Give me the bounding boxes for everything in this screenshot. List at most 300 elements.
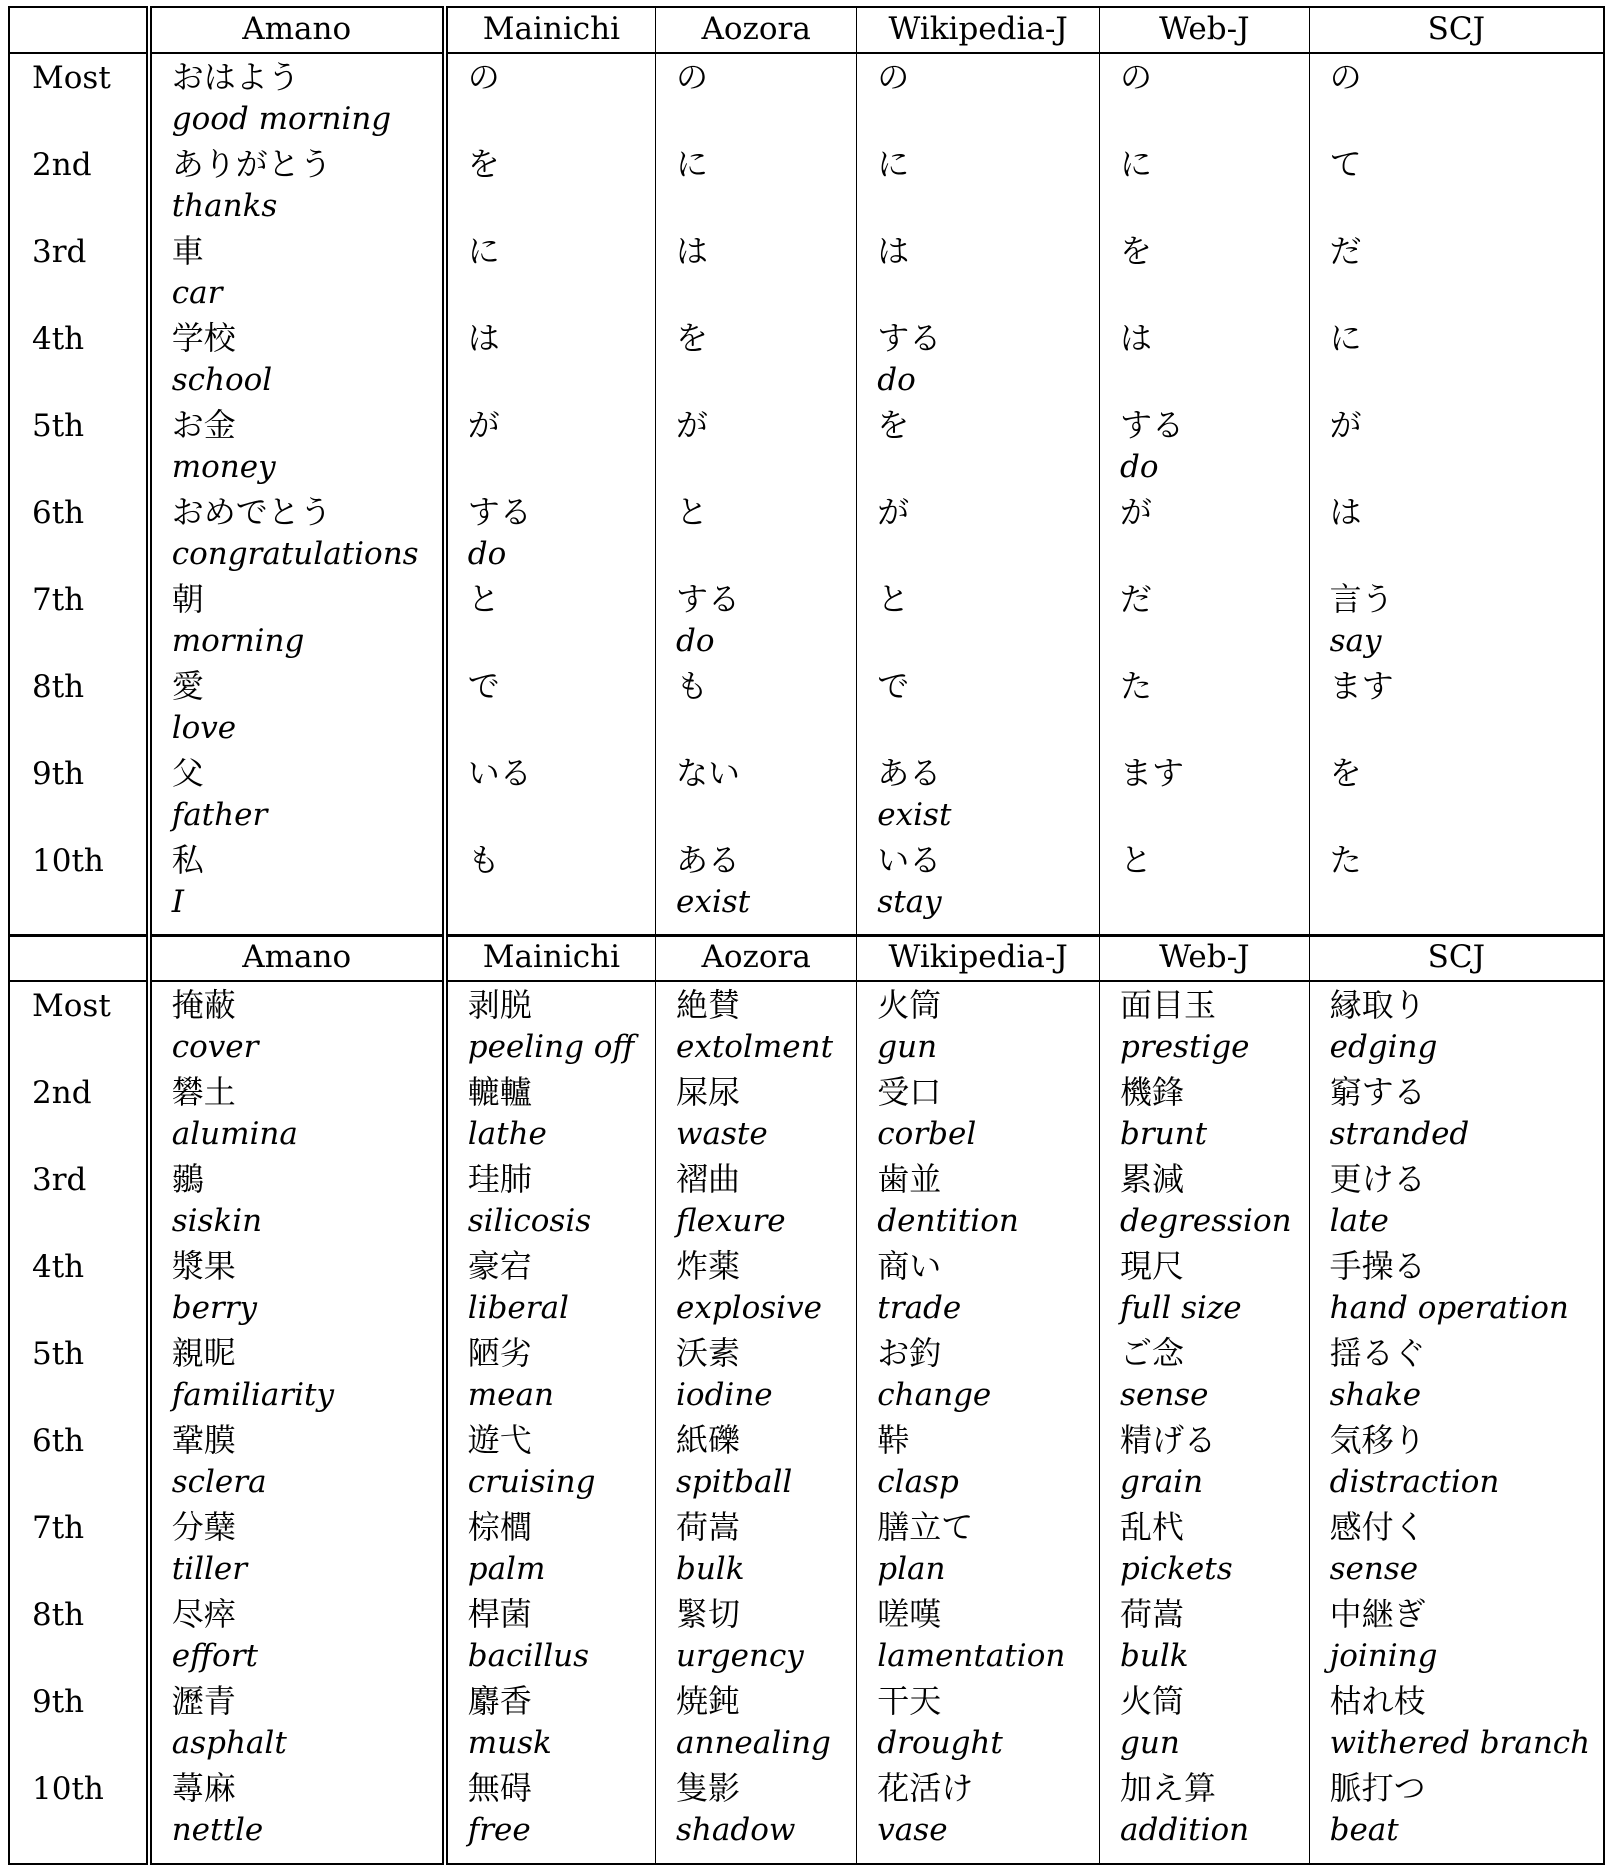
word-cell (656, 663, 857, 750)
english-gloss: shadow (676, 1812, 796, 1848)
japanese-word: 緊切 (676, 1595, 741, 1633)
table-body (9, 53, 1604, 936)
table-row (9, 837, 1604, 936)
japanese-word: 遊弋 (467, 1421, 532, 1459)
english-gloss: degression (1120, 1203, 1292, 1239)
word-cell (656, 141, 857, 228)
rank-cell (9, 1504, 149, 1591)
rank-cell (9, 750, 149, 837)
word-cell (445, 53, 656, 141)
japanese-word: を (877, 406, 910, 444)
japanese-word: 火筒 (877, 986, 942, 1024)
word-cell (1100, 315, 1310, 402)
word-cell (656, 1417, 857, 1504)
rank-cell (9, 576, 149, 663)
word-cell (445, 489, 656, 576)
word-cell (656, 1069, 857, 1156)
word-cell (1309, 228, 1604, 315)
rank-cell (9, 1069, 149, 1156)
japanese-word: 褶曲 (676, 1160, 741, 1198)
word-cell (857, 1243, 1100, 1330)
japanese-word: 手操る (1329, 1247, 1426, 1285)
english-gloss: good morning (171, 101, 392, 137)
table-row (9, 1243, 1604, 1330)
word-cell (857, 981, 1100, 1069)
japanese-word: だ (1329, 232, 1362, 270)
word-cell (656, 750, 857, 837)
japanese-word: 火筒 (1120, 1682, 1185, 1720)
japanese-word: 窮する (1329, 1073, 1426, 1111)
japanese-word: に (1329, 319, 1362, 357)
english-gloss: explosive (676, 1290, 822, 1326)
japanese-word: 私 (171, 841, 204, 879)
word-cell (445, 1591, 656, 1678)
japanese-word: お金 (171, 406, 236, 444)
english-gloss (1330, 184, 1603, 228)
english-gloss: exist (877, 797, 952, 833)
rank-cell (9, 1417, 149, 1504)
word-cell (149, 402, 445, 489)
japanese-word: 絶賛 (676, 986, 741, 1024)
japanese-word: 無碍 (467, 1769, 532, 1807)
word-cell (149, 315, 445, 402)
english-gloss: extolment (676, 1029, 834, 1065)
word-cell (445, 1156, 656, 1243)
english-gloss: spitball (676, 1464, 793, 1500)
word-cell (445, 981, 656, 1069)
english-gloss: father (171, 797, 268, 833)
english-gloss (1120, 184, 1309, 228)
word-cell (1309, 1417, 1604, 1504)
word-cell (1309, 1330, 1604, 1417)
word-cell (1309, 1591, 1604, 1678)
column-header-aozora: Aozora (656, 7, 857, 53)
japanese-word: が (467, 406, 500, 444)
japanese-word: 乱杙 (1120, 1508, 1185, 1546)
japanese-word: ありがとう (171, 145, 332, 183)
column-header-web-j: Web-J (1100, 935, 1310, 981)
japanese-word: 陋劣 (467, 1334, 532, 1372)
column-header-scj: SCJ (1309, 7, 1604, 53)
english-gloss (468, 358, 655, 402)
word-cell (1100, 1156, 1310, 1243)
japanese-word: 焼鈍 (676, 1682, 741, 1720)
english-gloss (1120, 706, 1309, 750)
japanese-word: 学校 (171, 319, 236, 357)
table-row (9, 53, 1604, 141)
rank-label: 3rd (32, 1162, 87, 1198)
english-gloss: bacillus (467, 1638, 590, 1674)
english-gloss: withered branch (1329, 1725, 1591, 1761)
rank-label: 5th (32, 408, 85, 444)
japanese-word: 歯並 (877, 1160, 942, 1198)
japanese-word: ある (877, 754, 942, 792)
word-cell (1309, 489, 1604, 576)
rank-label: 2nd (32, 1075, 92, 1111)
japanese-word: が (877, 493, 910, 531)
rank-label: 9th (32, 1684, 85, 1720)
word-cell (149, 1591, 445, 1678)
word-cell (1100, 141, 1310, 228)
word-cell (857, 1156, 1100, 1243)
rank-label: 9th (32, 756, 85, 792)
english-gloss: do (676, 623, 715, 659)
word-cell (656, 1504, 857, 1591)
english-gloss: addition (1120, 1812, 1250, 1848)
english-gloss: waste (676, 1116, 768, 1152)
japanese-word: 花活け (877, 1769, 974, 1807)
english-gloss: lamentation (877, 1638, 1066, 1674)
english-gloss: say (1329, 623, 1382, 659)
table-header (9, 7, 1604, 53)
word-cell (656, 837, 857, 936)
japanese-word: の (1329, 58, 1362, 96)
word-cell (149, 1069, 445, 1156)
table-row (9, 576, 1604, 663)
word-cell (1309, 981, 1604, 1069)
english-gloss: effort (171, 1638, 258, 1674)
table-row (9, 1330, 1604, 1417)
word-cell (445, 1069, 656, 1156)
word-cell (1100, 53, 1310, 141)
japanese-word: を (676, 319, 709, 357)
japanese-word: 縁取り (1329, 986, 1426, 1024)
word-cell (149, 1678, 445, 1765)
english-gloss (1120, 97, 1309, 141)
word-cell (149, 576, 445, 663)
word-cell (857, 53, 1100, 141)
english-gloss (676, 793, 856, 837)
word-cell (1309, 402, 1604, 489)
english-gloss: edging (1329, 1029, 1438, 1065)
english-gloss: mean (467, 1377, 554, 1413)
rank-cell (9, 315, 149, 402)
word-cell (149, 228, 445, 315)
japanese-word: ます (1329, 667, 1394, 705)
rank-cell (9, 1156, 149, 1243)
rank-cell (9, 837, 149, 936)
word-cell (1100, 1504, 1310, 1591)
japanese-word: は (676, 232, 709, 270)
english-gloss (1330, 445, 1603, 489)
english-gloss (1120, 358, 1309, 402)
japanese-word: 更ける (1329, 1160, 1426, 1198)
word-cell (149, 1330, 445, 1417)
english-gloss (1330, 358, 1603, 402)
japanese-word: は (1120, 319, 1153, 357)
english-gloss (1120, 619, 1309, 663)
rank-cell (9, 489, 149, 576)
english-gloss: money (171, 449, 276, 485)
rank-label: 4th (32, 1249, 85, 1285)
japanese-word: 言う (1329, 580, 1394, 618)
word-cell (445, 576, 656, 663)
japanese-word: て (1329, 145, 1362, 183)
english-gloss (1120, 271, 1309, 315)
word-cell (149, 489, 445, 576)
english-gloss: familiarity (171, 1377, 334, 1413)
english-gloss: exist (676, 884, 751, 920)
table-header (9, 935, 1604, 981)
word-cell (857, 1678, 1100, 1765)
rank-label: 8th (32, 669, 85, 705)
english-gloss: palm (467, 1551, 546, 1587)
english-gloss (676, 271, 856, 315)
rank-cell (9, 402, 149, 489)
english-gloss: lathe (467, 1116, 547, 1152)
word-cell (857, 228, 1100, 315)
english-gloss (877, 445, 1099, 489)
japanese-word: 揺るぐ (1329, 1334, 1426, 1372)
japanese-word: の (676, 58, 709, 96)
japanese-word: 屎尿 (676, 1073, 741, 1111)
english-gloss (877, 532, 1099, 576)
column-header-aozora: Aozora (656, 935, 857, 981)
japanese-word: が (1329, 406, 1362, 444)
japanese-word: に (1120, 145, 1153, 183)
japanese-word: に (467, 232, 500, 270)
english-gloss (468, 619, 655, 663)
english-gloss (676, 184, 856, 228)
english-gloss: sense (1329, 1551, 1419, 1587)
japanese-word: 父 (171, 754, 204, 792)
rank-column-header (9, 7, 149, 53)
word-cell (445, 1417, 656, 1504)
english-gloss: flexure (676, 1203, 786, 1239)
table-row (9, 1069, 1604, 1156)
word-cell (1100, 750, 1310, 837)
japanese-word: に (676, 145, 709, 183)
word-cell (857, 837, 1100, 936)
english-gloss (1330, 880, 1603, 924)
word-cell (857, 1765, 1100, 1864)
japanese-word: 漿果 (171, 1247, 236, 1285)
english-gloss: sense (1120, 1377, 1209, 1413)
japanese-word: は (877, 232, 910, 270)
japanese-word: も (467, 841, 500, 879)
english-gloss (1330, 793, 1603, 837)
rank-label: 10th (32, 843, 104, 879)
english-gloss (468, 706, 655, 750)
rank-label: 5th (32, 1336, 85, 1372)
rank-column-header (9, 935, 149, 981)
rank-cell (9, 1330, 149, 1417)
column-header-mainichi: Mainichi (445, 7, 656, 53)
word-cell (1309, 315, 1604, 402)
english-gloss: asphalt (171, 1725, 287, 1761)
word-cell (656, 981, 857, 1069)
japanese-word: 感付く (1329, 1508, 1426, 1546)
english-gloss: shake (1329, 1377, 1422, 1413)
japanese-word: に (877, 145, 910, 183)
english-gloss (877, 706, 1099, 750)
table-row (9, 1504, 1604, 1591)
english-gloss: tiller (171, 1551, 248, 1587)
table-row (9, 1765, 1604, 1864)
word-cell (1309, 837, 1604, 936)
english-gloss: gun (877, 1029, 938, 1065)
japanese-word: は (1329, 493, 1362, 531)
rank-cell (9, 1591, 149, 1678)
english-gloss: cover (171, 1029, 259, 1065)
japanese-word: 隻影 (676, 1769, 741, 1807)
japanese-word: を (467, 145, 500, 183)
rank-cell (9, 1765, 149, 1864)
rank-label: 4th (32, 321, 85, 357)
english-gloss: stranded (1329, 1116, 1470, 1152)
word-cell (1309, 1765, 1604, 1864)
english-gloss (877, 619, 1099, 663)
japanese-word: 脈打つ (1329, 1769, 1426, 1807)
word-cell (445, 1243, 656, 1330)
word-cell (1100, 1417, 1310, 1504)
english-gloss: morning (171, 623, 305, 659)
word-cell (857, 750, 1100, 837)
word-cell (1309, 1156, 1604, 1243)
word-cell (445, 1765, 656, 1864)
word-cell (1100, 1765, 1310, 1864)
table-row (9, 981, 1604, 1069)
rank-label: 6th (32, 1423, 85, 1459)
rank-label: Most (32, 60, 111, 96)
word-cell (656, 1243, 857, 1330)
japanese-word: も (676, 667, 709, 705)
english-gloss: alumina (171, 1116, 298, 1152)
rank-label: 2nd (32, 147, 92, 183)
word-cell (1309, 53, 1604, 141)
english-gloss: free (467, 1812, 531, 1848)
japanese-word: 朝 (171, 580, 204, 618)
word-cell (149, 750, 445, 837)
word-cell (149, 53, 445, 141)
japanese-word: 機鋒 (1120, 1073, 1185, 1111)
japanese-word: 轆轤 (467, 1073, 532, 1111)
japanese-word: 気移り (1329, 1421, 1426, 1459)
english-gloss (676, 532, 856, 576)
japanese-word: た (1329, 841, 1362, 879)
japanese-word: 面目玉 (1120, 986, 1217, 1024)
rank-label: Most (32, 988, 111, 1024)
word-cell (857, 576, 1100, 663)
japanese-word: 瀝青 (171, 1682, 236, 1720)
english-gloss: distraction (1329, 1464, 1500, 1500)
japanese-word: 嗟嘆 (877, 1595, 942, 1633)
word-cell (656, 489, 857, 576)
english-gloss: grain (1120, 1464, 1204, 1500)
rank-cell (9, 228, 149, 315)
word-cell (445, 1504, 656, 1591)
rank-label: 6th (32, 495, 85, 531)
table-row (9, 489, 1604, 576)
word-cell (1100, 576, 1310, 663)
english-gloss (468, 97, 655, 141)
english-gloss: change (877, 1377, 992, 1413)
word-cell (656, 1156, 857, 1243)
word-cell (656, 228, 857, 315)
japanese-word: 干天 (877, 1682, 942, 1720)
english-gloss (1330, 271, 1603, 315)
word-cell (445, 228, 656, 315)
frequent-words-table (8, 6, 1605, 937)
word-cell (149, 981, 445, 1069)
word-cell (857, 1504, 1100, 1591)
word-cell (1100, 489, 1310, 576)
word-cell (857, 402, 1100, 489)
word-cell (445, 315, 656, 402)
japanese-word: と (1120, 841, 1153, 879)
japanese-word: する (1120, 406, 1185, 444)
word-cell (1100, 1069, 1310, 1156)
japanese-word: 礬土 (171, 1073, 236, 1111)
japanese-word: で (467, 667, 500, 705)
word-cell (656, 315, 857, 402)
english-gloss (676, 706, 856, 750)
word-cell (1309, 141, 1604, 228)
word-cell (1309, 1678, 1604, 1765)
english-gloss: liberal (467, 1290, 569, 1326)
english-gloss (676, 358, 856, 402)
word-cell (149, 141, 445, 228)
japanese-word: 鞏膜 (171, 1421, 236, 1459)
table-row (9, 663, 1604, 750)
word-cell (857, 663, 1100, 750)
word-cell (857, 1417, 1100, 1504)
japanese-word: 紙礫 (676, 1421, 741, 1459)
japanese-word: 麝香 (467, 1682, 532, 1720)
japanese-word: の (1120, 58, 1153, 96)
word-cell (857, 1330, 1100, 1417)
word-cell (1100, 663, 1310, 750)
japanese-word: 棕櫚 (467, 1508, 532, 1546)
english-gloss: car (171, 275, 223, 311)
japanese-word: 掩蔽 (171, 986, 236, 1024)
word-cell (656, 576, 857, 663)
japanese-word: が (676, 406, 709, 444)
japanese-word: 珪肺 (467, 1160, 532, 1198)
word-cell (656, 1678, 857, 1765)
english-gloss (468, 271, 655, 315)
english-gloss: do (877, 362, 916, 398)
japanese-word: 中継ぎ (1329, 1595, 1426, 1633)
japanese-word: する (676, 580, 741, 618)
word-cell (149, 837, 445, 936)
japanese-word: おはよう (171, 58, 300, 96)
japanese-word: ある (676, 841, 741, 879)
rank-cell (9, 981, 149, 1069)
english-gloss (1120, 880, 1309, 924)
japanese-word: ます (1120, 754, 1185, 792)
english-gloss: silicosis (467, 1203, 592, 1239)
word-cell (656, 1330, 857, 1417)
japanese-word: おめでとう (171, 493, 332, 531)
word-cell (1309, 576, 1604, 663)
japanese-word: の (877, 58, 910, 96)
english-gloss (468, 445, 655, 489)
japanese-word: と (467, 580, 500, 618)
english-gloss: bulk (676, 1551, 745, 1587)
english-gloss: clasp (877, 1464, 959, 1500)
japanese-word: 荷嵩 (1120, 1595, 1185, 1633)
english-gloss: thanks (171, 188, 278, 224)
japanese-word: と (676, 493, 709, 531)
rank-cell (9, 1678, 149, 1765)
japanese-word: 精げる (1120, 1421, 1217, 1459)
japanese-word: 現尺 (1120, 1247, 1185, 1285)
japanese-word: と (877, 580, 910, 618)
japanese-word: 剥脱 (467, 986, 532, 1024)
english-gloss (468, 184, 655, 228)
english-gloss: cruising (467, 1464, 596, 1500)
